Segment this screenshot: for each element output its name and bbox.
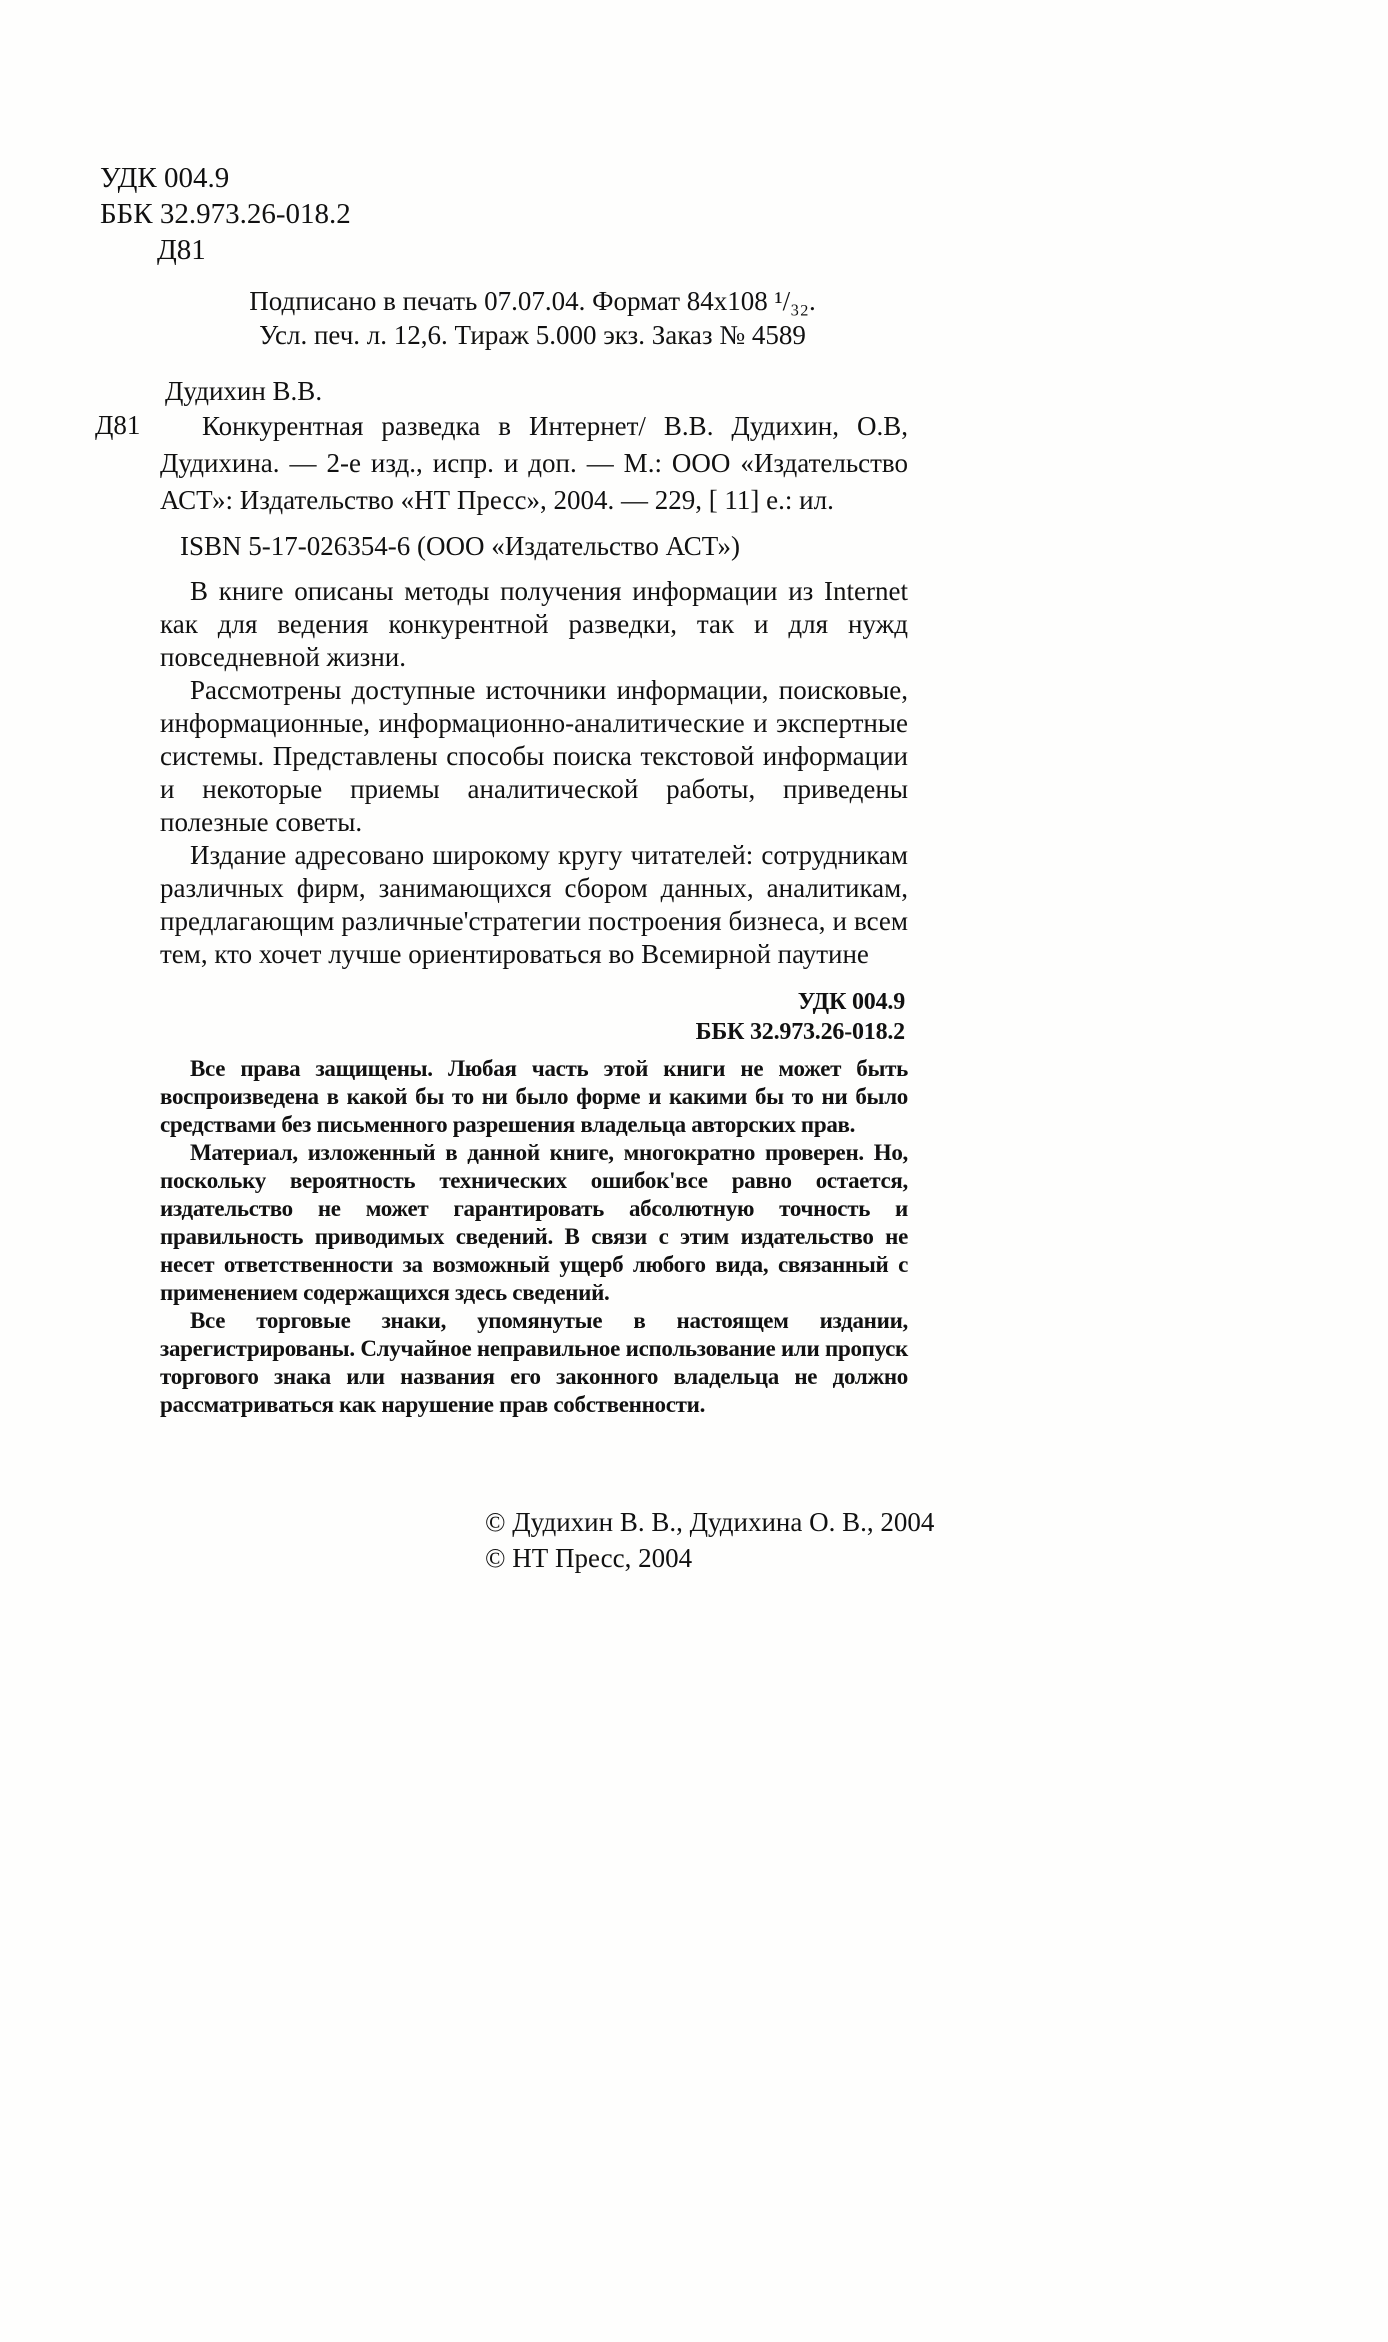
annotation-block	[160, 575, 908, 971]
bbk-code-top: ББК 32.973.26-018.2	[100, 198, 351, 230]
bbk-code-right: ББК 32.973.26-018.2	[695, 1019, 905, 1045]
copyright-line-1: © Дудихин В. В., Дудихина О. В., 2004	[485, 1507, 935, 1537]
catalog-entry-block	[95, 408, 908, 519]
classification-right-block	[160, 987, 905, 1047]
udk-code-right: УДК 004.9	[797, 989, 905, 1015]
annotation-paragraph-2: Рассмотрены доступные источники информации, поисковые, информационные, информационно-аналитические и экспертные системы. Представлены способы поиска текстовой информации и некоторые приемы аналитической работы, приведены полезные советы.	[160, 675, 908, 837]
copyright-block	[485, 1504, 1388, 1576]
legal-paragraph-1: Все права защищены. Любая часть этой книги не может быть воспроизведена в какой бы то ни было форме и какими бы то ни было средствами без письменного разрешения владельца авторских прав.	[160, 1056, 908, 1137]
classification-block	[100, 160, 1388, 268]
legal-block	[160, 1055, 908, 1419]
catalog-code: Д81	[95, 410, 141, 440]
annotation-paragraph-3: Издание адресовано широкому кругу читателей: сотрудникам различных фирм, занимающихся сбором данных, аналитикам, предлагающим различные'стратегии построения бизнеса, и всем тем, кто хочет лучше ориентироваться во Всемирной паутине	[160, 840, 908, 969]
copyright-line-2: © НТ Пресс, 2004	[485, 1543, 693, 1573]
author-sign-top: Д81	[157, 234, 206, 266]
legal-paragraph-2: Материал, изложенный в данной книге, многократно проверен. Но, поскольку вероятность технических ошибок'все равно остается, издательство не может гарантировать абсолютную точность и правильность приводимых сведений. В связи с этим издательство не несет ответственности за возможный ущерб любого вида, связанный с применением содержащихся здесь сведений.	[160, 1140, 908, 1305]
author-name: Дудихин В.В.	[165, 376, 323, 406]
isbn-line: ISBN 5-17-026354-6 (ООО «Издательство АСТ»)	[180, 531, 741, 561]
annotation-paragraph-1: В книге описаны методы получения информации из Internet как для ведения конкурентной разведки, так и для нужд повседневной жизни.	[160, 576, 908, 672]
catalog-entry-text: Конкурентная разведка в Интернет/ В.В. Дудихин, О.В, Дудихина. — 2-е изд., испр. и доп. — М.: ООО «Издательство АСТ»: Издательство «НТ Пресс», 2004. — 229, [ 11] е.: ил.	[160, 411, 908, 515]
print-info-block	[160, 284, 905, 352]
print-info-line-1: Подписано в печать 07.07.04. Формат 84х108 ¹/₃₂.	[249, 286, 816, 316]
legal-paragraph-3: Все торговые знаки, упомянутые в настоящем издании, зарегистрированы. Случайное неправильное использование или пропуск торгового знака или названия его законного владельца не должно рассматриваться как нарушение прав собственности.	[160, 1308, 908, 1417]
print-info-line-2: Усл. печ. л. 12,6. Тираж 5.000 экз. Заказ № 4589	[259, 320, 806, 350]
udk-code-top: УДК 004.9	[100, 162, 230, 194]
